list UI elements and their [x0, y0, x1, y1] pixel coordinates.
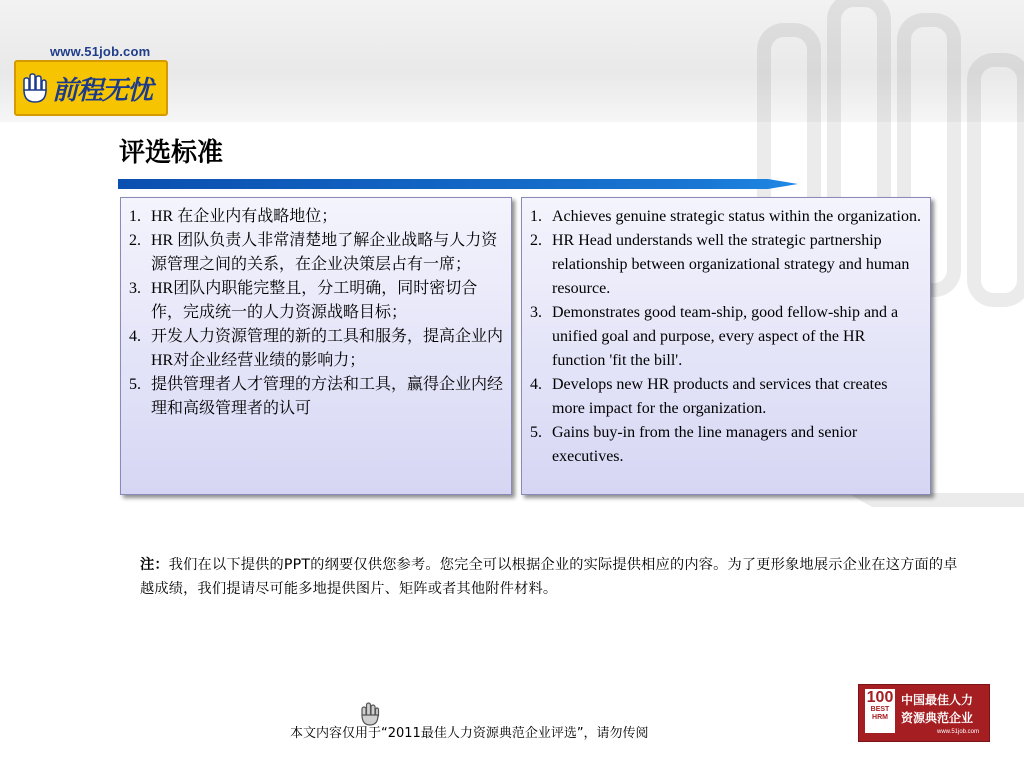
chinese-criteria-panel: [120, 197, 512, 495]
item-text: 开发人力资源管理的新的工具和服务，提高企业内HR对企业经营业绩的影响力；: [151, 328, 504, 369]
award-number: 100: [866, 689, 894, 706]
item-number: 2.: [530, 232, 542, 249]
chinese-criteria-item: [129, 373, 503, 421]
company-logo[interactable]: [14, 44, 172, 116]
award-badge: [858, 684, 990, 742]
chinese-criteria-list: [129, 205, 503, 421]
item-number: 1.: [530, 208, 542, 225]
item-text: 提供管理者人才管理的方法和工具，赢得企业内经理和高级管理者的认可: [151, 376, 504, 417]
item-number: 2.: [129, 232, 141, 249]
english-criteria-item: [530, 205, 922, 229]
chinese-criteria-item: [129, 277, 503, 325]
item-text: Gains buy-in from the line managers and senior executives.: [552, 424, 858, 465]
english-criteria-list: [530, 205, 922, 469]
award-site: www.51job.com: [937, 729, 980, 735]
english-criteria-item: [530, 229, 922, 301]
item-text: HR 在企业内有战略地位；: [151, 208, 338, 225]
item-number: 5.: [129, 376, 141, 393]
english-criteria-item: [530, 421, 922, 469]
chinese-criteria-item: [129, 205, 503, 229]
note-label: 注：: [140, 557, 169, 573]
item-number: 4.: [129, 328, 141, 345]
item-text: Demonstrates good team-ship, good fellow-ship and a unified goal and purpose, every aspect of the HR function 'fit the bill'.: [552, 304, 899, 369]
hand-logo-icon: [22, 72, 48, 104]
note-body: 我们在以下提供的PPT的纲要仅供您参考。您完全可以根据企业的实际提供相应的内容。为了更形象地展示企业在这方面的卓越成绩，我们提请尽可能多地提供图片、矩阵或者其他附件材料。: [140, 557, 958, 597]
award-sub-best: BEST: [870, 706, 890, 713]
item-number: 3.: [530, 304, 542, 321]
item-number: 5.: [530, 424, 542, 441]
chinese-criteria-item: [129, 229, 503, 277]
logo-url: www.51job.com: [50, 44, 151, 59]
item-text: Achieves genuine strategic status within the organization.: [552, 208, 921, 225]
note-text: [140, 553, 960, 601]
title-underline-bar: [118, 179, 798, 189]
page-title: 评选标准: [119, 138, 224, 168]
item-text: HR 团队负责人非常清楚地了解企业战略与人力资源管理之间的关系，在企业决策层占有一席；: [151, 232, 498, 273]
logo-badge: [14, 60, 168, 116]
english-criteria-item: [530, 301, 922, 373]
chinese-criteria-item: [129, 325, 503, 373]
award-title-line1: 中国最佳人力: [901, 693, 974, 707]
award-sub-hrm: HRM: [872, 714, 888, 721]
award-title-line2: 资源典范企业: [901, 711, 974, 725]
english-criteria-item: [530, 373, 922, 421]
item-text: HR Head understands well the strategic partnership relationship between organizational strategy and human resource.: [552, 232, 910, 297]
item-number: 1.: [129, 208, 141, 225]
logo-brand: 前程无忧: [52, 76, 153, 106]
english-criteria-panel: [521, 197, 931, 495]
item-text: HR团队内职能完整且，分工明确，同时密切合作，完成统一的人力资源战略目标；: [151, 280, 478, 321]
item-text: Develops new HR products and services that creates more impact for the organization.: [552, 376, 888, 417]
award-hundred-mark: [865, 689, 895, 733]
item-number: 4.: [530, 376, 542, 393]
footer-disclaimer: 本文内容仅用于“2011最佳人力资源典范企业评选”，请勿传阅: [290, 726, 649, 741]
item-number: 3.: [129, 280, 141, 297]
